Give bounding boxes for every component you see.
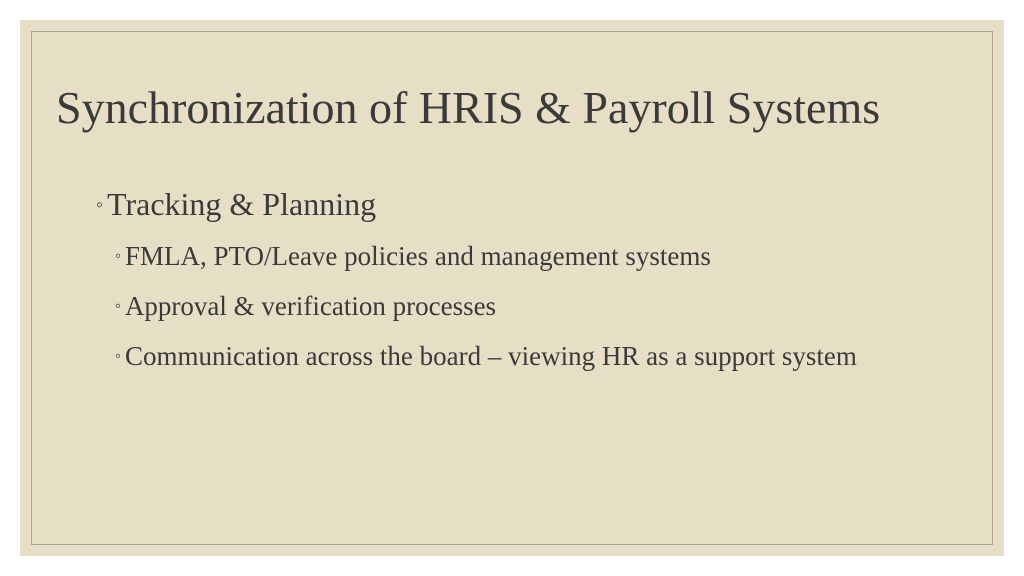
slide-content [96, 184, 876, 381]
bullet-text: FMLA, PTO/Leave policies and management systems [124, 241, 711, 271]
bullet-text: Communication across the board – viewing HR as a support system [124, 341, 857, 371]
slide-title: Synchronization of HRIS & Payroll Systems [56, 82, 881, 133]
bullet-icon: ◦ [96, 193, 104, 216]
bullet-item-level1 [96, 184, 876, 229]
bullet-item-level2 [115, 285, 876, 331]
bullet-item-level2 [115, 335, 876, 381]
slide [20, 20, 1004, 556]
bullet-item-level2 [115, 235, 876, 281]
bullet-text: Approval & verification processes [124, 291, 497, 321]
bullet-icon: ◦ [115, 296, 121, 316]
bullet-text: Tracking & Planning [107, 186, 377, 222]
bullet-icon: ◦ [115, 346, 121, 366]
bullet-icon: ◦ [115, 246, 121, 266]
